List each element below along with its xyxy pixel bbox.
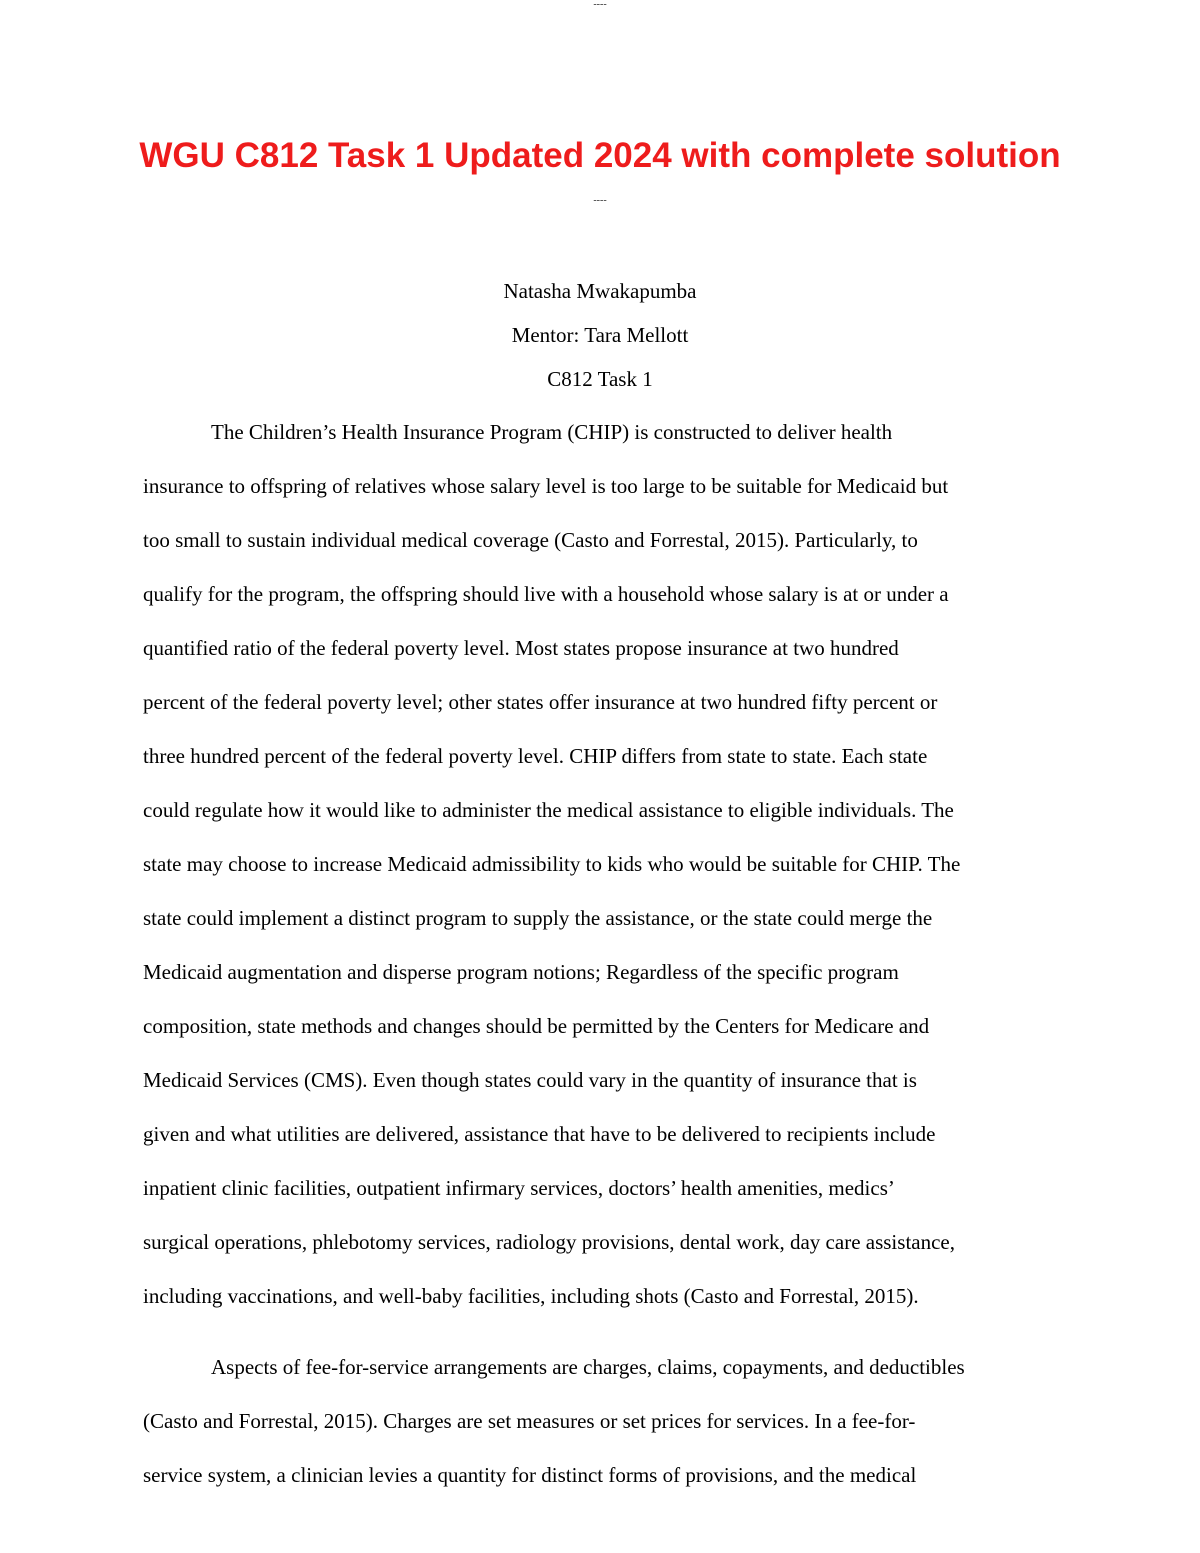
paragraph-line: too small to sustain individual medical coverage (Casto and Forrestal, 2015). Particularly, to: [143, 528, 918, 552]
paragraph-line: Aspects of fee-for-service arrangements are charges, claims, copayments, and deductibles: [211, 1355, 965, 1379]
paragraph-line: Medicaid Services (CMS). Even though states could vary in the quantity of insurance that is: [143, 1068, 917, 1092]
paragraph-line: state could implement a distinct program to supply the assistance, or the state could merge the: [143, 906, 933, 930]
paragraph-line: surgical operations, phlebotomy services, radiology provisions, dental work, day care assistance,: [143, 1230, 955, 1254]
paragraph-line: insurance to offspring of relatives whose salary level is too large to be suitable for Medicaid but: [143, 474, 949, 498]
document-title: WGU C812 Task 1 Updated 2024 with complete solution: [139, 136, 1061, 175]
paragraph-line: composition, state methods and changes should be permitted by the Centers for Medicare and: [143, 1014, 930, 1038]
top-mark: ----: [593, 0, 607, 10]
paragraph-line: qualify for the program, the offspring should live with a household whose salary is at or under a: [143, 582, 949, 606]
paragraph-line: service system, a clinician levies a quantity for distinct forms of provisions, and the medical: [143, 1463, 917, 1487]
paragraph-line: could regulate how it would like to administer the medical assistance to eligible individuals. The: [143, 798, 954, 822]
mentor-name: Mentor: Tara Mellott: [511, 323, 689, 347]
paragraph-line: The Children’s Health Insurance Program (CHIP) is constructed to deliver health: [211, 420, 893, 444]
subtitle-mark: ----: [593, 195, 607, 206]
paragraph-line: three hundred percent of the federal poverty level. CHIP differs from state to state. Each state: [143, 744, 928, 768]
paragraph-1: [143, 405, 1059, 1323]
paragraph-line: quantified ratio of the federal poverty level. Most states propose insurance at two hundred: [143, 636, 899, 660]
paragraph-line: inpatient clinic facilities, outpatient infirmary services, doctors’ health amenities, medics’: [143, 1176, 895, 1200]
paragraph-line: (Casto and Forrestal, 2015). Charges are set measures or set prices for services. In a fee-for-: [143, 1409, 916, 1433]
paragraph-line: including vaccinations, and well-baby facilities, including shots (Casto and Forrestal, 2015).: [143, 1284, 919, 1308]
paragraph-line: Medicaid augmentation and disperse program notions; Regardless of the specific program: [143, 960, 899, 984]
author-name: Natasha Mwakapumba: [503, 279, 697, 303]
paragraph-line: given and what utilities are delivered, assistance that have to be delivered to recipients include: [143, 1122, 936, 1146]
paragraph-line: state may choose to increase Medicaid admissibility to kids who would be suitable for CHIP. The: [143, 852, 961, 876]
paragraph-line: percent of the federal poverty level; other states offer insurance at two hundred fifty percent or: [143, 690, 938, 714]
course-title: C812 Task 1: [547, 367, 653, 391]
paragraph-2: [143, 1340, 1059, 1502]
